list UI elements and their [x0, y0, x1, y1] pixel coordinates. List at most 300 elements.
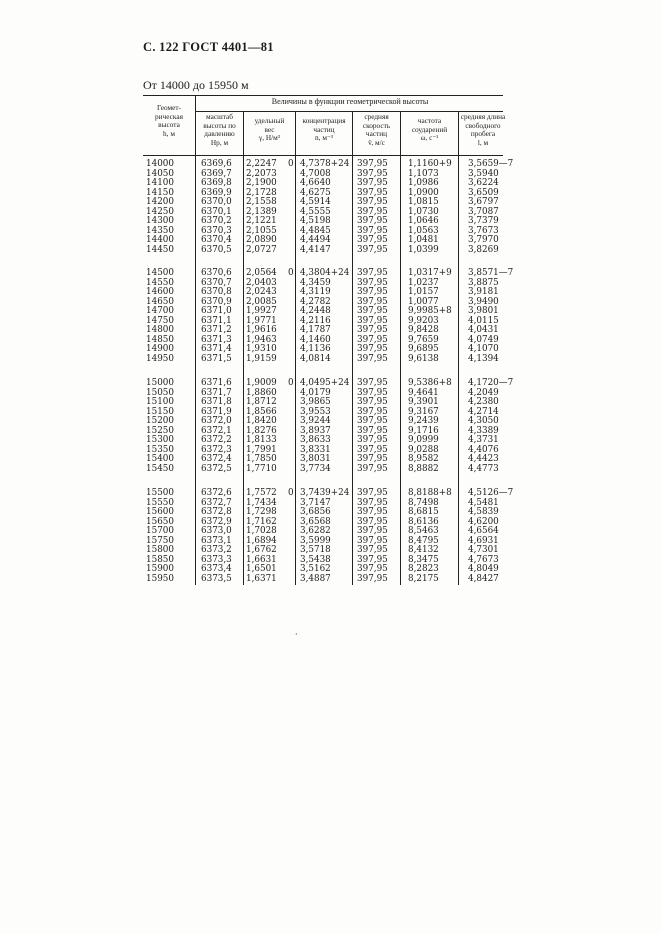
- cell-hp: 6372,2: [201, 435, 232, 446]
- cell-h: 14350: [146, 225, 174, 236]
- cell-l: 4,7301: [468, 545, 499, 556]
- cell-v: 397,95: [357, 387, 388, 398]
- cell-v: 397,95: [357, 516, 388, 527]
- cell-omega: 1,1073: [408, 168, 439, 179]
- cell-gamma: 1,6894: [246, 535, 277, 546]
- cell-n: 3,7439+24: [300, 488, 350, 498]
- cell-v: 397,95: [357, 216, 388, 227]
- cell-h: 14950: [146, 353, 174, 364]
- cell-gamma: 2,2073: [246, 168, 277, 179]
- cell-h: 14550: [146, 277, 174, 288]
- cell-omega: 9,7659: [408, 334, 439, 345]
- cell-omega: 8,5463: [408, 526, 439, 537]
- cell-v: 397,95: [357, 206, 388, 217]
- cell-omega: 1,1160+9: [408, 159, 452, 169]
- cell-h: 15350: [146, 444, 174, 455]
- cell-l: 3,5659—7: [468, 159, 514, 169]
- cell-n: 4,2782: [300, 296, 331, 307]
- cell-h: 15400: [146, 454, 174, 465]
- cell-hp: 6370,6: [201, 268, 232, 278]
- cell-hp: 6371,1: [201, 315, 232, 326]
- cell-omega: 1,0563: [408, 225, 439, 236]
- exponent-mark: 0: [288, 268, 294, 278]
- cell-hp: 6372,6: [201, 488, 232, 498]
- cell-h: 14100: [146, 178, 174, 189]
- cell-h: 15300: [146, 435, 174, 446]
- cell-v: 397,95: [357, 168, 388, 179]
- cell-hp: 6373,1: [201, 535, 232, 546]
- cell-gamma: 1,7162: [246, 516, 277, 527]
- cell-n: 4,1787: [300, 325, 331, 336]
- cell-hp: 6373,2: [201, 545, 232, 556]
- cell-gamma: 1,6501: [246, 564, 277, 575]
- cell-l: 4,2049: [468, 387, 499, 398]
- cell-v: 397,95: [357, 406, 388, 417]
- cell-gamma: 2,1558: [246, 197, 277, 208]
- cell-n: 3,8331: [300, 444, 331, 455]
- cell-hp: 6372,7: [201, 497, 232, 508]
- cell-n: 4,0814: [300, 353, 331, 364]
- cell-h: 15950: [146, 573, 174, 584]
- exponent-mark: 0: [288, 159, 294, 169]
- cell-v: 397,95: [357, 325, 388, 336]
- cell-hp: 6373,4: [201, 564, 232, 575]
- group-header: Величины в функции геометрической высоты: [271, 97, 429, 106]
- cell-v: 397,95: [357, 463, 388, 474]
- col-divider: [352, 112, 353, 585]
- cell-hp: 6372,0: [201, 416, 232, 427]
- cell-n: 4,3804+24: [300, 268, 350, 278]
- cell-hp: 6371,2: [201, 325, 232, 336]
- cell-l: 3,7087: [468, 206, 499, 217]
- cell-n: 3,9553: [300, 406, 331, 417]
- cell-omega: 8,2175: [408, 573, 439, 584]
- cell-n: 3,4887: [300, 573, 331, 584]
- cell-hp: 6370,3: [201, 225, 232, 236]
- col-header-hp: масштаб высоты по давлению Hp, м: [203, 112, 236, 147]
- cell-omega: 9,1716: [408, 425, 439, 436]
- cell-v: 397,95: [357, 425, 388, 436]
- cell-omega: 8,7498: [408, 497, 439, 508]
- cell-v: 397,95: [357, 488, 388, 498]
- cell-l: 4,1394: [468, 353, 499, 364]
- cell-gamma: 2,1055: [246, 225, 277, 236]
- cell-gamma: 1,9463: [246, 334, 277, 345]
- cell-v: 397,95: [357, 497, 388, 508]
- cell-gamma: 1,7434: [246, 497, 277, 508]
- cell-l: 4,3731: [468, 435, 499, 446]
- cell-l: 4,6200: [468, 516, 499, 527]
- cell-l: 3,9181: [468, 287, 499, 298]
- cell-gamma: 1,9927: [246, 306, 277, 317]
- cell-v: 397,95: [357, 353, 388, 364]
- cell-n: 3,6856: [300, 507, 331, 518]
- cell-gamma: 2,1221: [246, 216, 277, 227]
- cell-n: 3,9244: [300, 416, 331, 427]
- cell-hp: 6371,8: [201, 397, 232, 408]
- cell-hp: 6369,6: [201, 159, 232, 169]
- cell-omega: 1,0815: [408, 197, 439, 208]
- cell-h: 15100: [146, 397, 174, 408]
- col-header-gamma: удельный вес γ, Н/м³: [254, 116, 285, 143]
- cell-omega: 9,5386+8: [408, 378, 452, 388]
- cell-hp: 6372,1: [201, 425, 232, 436]
- cell-gamma: 1,9771: [246, 315, 277, 326]
- page-header: С. 122 ГОСТ 4401—81: [143, 40, 274, 54]
- cell-n: 4,0179: [300, 387, 331, 398]
- cell-v: 397,95: [357, 315, 388, 326]
- cell-omega: 9,6138: [408, 353, 439, 364]
- cell-v: 397,95: [357, 454, 388, 465]
- cell-omega: 9,2439: [408, 416, 439, 427]
- cell-l: 4,5126—7: [468, 488, 514, 498]
- cell-l: 4,4773: [468, 463, 499, 474]
- cell-n: 3,8937: [300, 425, 331, 436]
- cell-omega: 8,4795: [408, 535, 439, 546]
- cell-l: 3,8269: [468, 244, 499, 255]
- cell-h: 15050: [146, 387, 174, 398]
- cell-gamma: 2,0564: [246, 268, 277, 278]
- cell-l: 4,4076: [468, 444, 499, 455]
- col-header-v: средняя скорость частиц v̄, м/с: [362, 112, 391, 147]
- cell-h: 14300: [146, 216, 174, 227]
- cell-omega: 8,2823: [408, 564, 439, 575]
- cell-hp: 6370,9: [201, 296, 232, 307]
- col-header-n: концентрация частиц n, м⁻³: [302, 116, 346, 143]
- cell-v: 397,95: [357, 235, 388, 246]
- cell-n: 3,6568: [300, 516, 331, 527]
- cell-omega: 9,4641: [408, 387, 439, 398]
- cell-h: 14450: [146, 244, 174, 255]
- cell-l: 4,8427: [468, 573, 499, 584]
- cell-hp: 6370,7: [201, 277, 232, 288]
- cell-l: 3,6797: [468, 197, 499, 208]
- cell-hp: 6371,4: [201, 344, 232, 355]
- cell-l: 3,8875: [468, 277, 499, 288]
- cell-n: 3,7147: [300, 497, 331, 508]
- cell-hp: 6369,8: [201, 178, 232, 189]
- cell-v: 397,95: [357, 344, 388, 355]
- cell-gamma: 1,8566: [246, 406, 277, 417]
- cell-l: 3,9801: [468, 306, 499, 317]
- cell-l: 4,1070: [468, 344, 499, 355]
- cell-gamma: 2,1900: [246, 178, 277, 189]
- cell-omega: 1,0646: [408, 216, 439, 227]
- cell-h: 14500: [146, 268, 174, 278]
- cell-v: 397,95: [357, 334, 388, 345]
- table-top-rule: [143, 95, 503, 96]
- cell-l: 3,7379: [468, 216, 499, 227]
- table-header-bottom-rule: [143, 155, 503, 156]
- cell-v: 397,95: [357, 244, 388, 255]
- cell-omega: 9,0288: [408, 444, 439, 455]
- cell-n: 4,3459: [300, 277, 331, 288]
- cell-v: 397,95: [357, 187, 388, 198]
- cell-n: 4,3119: [300, 287, 331, 298]
- cell-v: 397,95: [357, 416, 388, 427]
- cell-n: 3,6282: [300, 526, 331, 537]
- col-divider: [195, 95, 196, 585]
- cell-gamma: 2,1389: [246, 206, 277, 217]
- cell-hp: 6372,8: [201, 507, 232, 518]
- cell-hp: 6371,3: [201, 334, 232, 345]
- cell-h: 15200: [146, 416, 174, 427]
- cell-h: 15600: [146, 507, 174, 518]
- cell-h: 15850: [146, 554, 174, 565]
- cell-hp: 6370,8: [201, 287, 232, 298]
- cell-n: 4,4845: [300, 225, 331, 236]
- cell-l: 3,6224: [468, 178, 499, 189]
- cell-hp: 6372,9: [201, 516, 232, 527]
- cell-n: 4,4494: [300, 235, 331, 246]
- cell-omega: 9,9985+8: [408, 306, 452, 317]
- cell-hp: 6370,5: [201, 244, 232, 255]
- cell-omega: 1,0730: [408, 206, 439, 217]
- cell-gamma: 1,6762: [246, 545, 277, 556]
- cell-l: 3,9490: [468, 296, 499, 307]
- cell-v: 397,95: [357, 378, 388, 388]
- cell-h: 14250: [146, 206, 174, 217]
- cell-n: 4,2116: [300, 315, 331, 326]
- exponent-mark: 0: [288, 488, 294, 498]
- cell-omega: 8,8882: [408, 463, 439, 474]
- cell-n: 4,7008: [300, 168, 331, 179]
- cell-gamma: 2,0085: [246, 296, 277, 307]
- cell-n: 3,8031: [300, 454, 331, 465]
- cell-l: 4,6564: [468, 526, 499, 537]
- footer-mark: ·: [295, 630, 298, 639]
- cell-gamma: 1,6371: [246, 573, 277, 584]
- col-header-h: Геомет- рическая высота h, м: [155, 103, 183, 138]
- cell-omega: 1,0481: [408, 235, 439, 246]
- cell-omega: 1,0237: [408, 277, 439, 288]
- cell-hp: 6370,1: [201, 206, 232, 217]
- cell-v: 397,95: [357, 535, 388, 546]
- cell-hp: 6371,7: [201, 387, 232, 398]
- cell-h: 14900: [146, 344, 174, 355]
- cell-gamma: 1,8712: [246, 397, 277, 408]
- cell-n: 3,5438: [300, 554, 331, 565]
- cell-v: 397,95: [357, 526, 388, 537]
- cell-v: 397,95: [357, 507, 388, 518]
- cell-omega: 9,0999: [408, 435, 439, 446]
- cell-gamma: 1,9159: [246, 353, 277, 364]
- cell-l: 3,8571—7: [468, 268, 514, 278]
- cell-h: 15800: [146, 545, 174, 556]
- cell-hp: 6370,4: [201, 235, 232, 246]
- cell-omega: 8,9582: [408, 454, 439, 465]
- cell-omega: 9,3901: [408, 397, 439, 408]
- cell-n: 3,5999: [300, 535, 331, 546]
- cell-hp: 6370,0: [201, 197, 232, 208]
- cell-omega: 8,4132: [408, 545, 439, 556]
- cell-n: 3,8633: [300, 435, 331, 446]
- cell-omega: 9,8428: [408, 325, 439, 336]
- cell-v: 397,95: [357, 225, 388, 236]
- cell-h: 14400: [146, 235, 174, 246]
- cell-gamma: 1,8133: [246, 435, 277, 446]
- cell-omega: 8,6815: [408, 507, 439, 518]
- col-header-omega: частота соударений ω, с⁻¹: [411, 116, 448, 143]
- cell-v: 397,95: [357, 397, 388, 408]
- cell-v: 397,95: [357, 554, 388, 565]
- cell-h: 15500: [146, 488, 174, 498]
- cell-hp: 6371,0: [201, 306, 232, 317]
- cell-gamma: 1,7710: [246, 463, 277, 474]
- cell-hp: 6372,3: [201, 444, 232, 455]
- cell-v: 397,95: [357, 306, 388, 317]
- cell-l: 4,0749: [468, 334, 499, 345]
- cell-hp: 6371,9: [201, 406, 232, 417]
- cell-h: 14000: [146, 159, 174, 169]
- cell-l: 4,0115: [468, 315, 499, 326]
- cell-omega: 8,3475: [408, 554, 439, 565]
- cell-v: 397,95: [357, 159, 388, 169]
- cell-gamma: 2,0890: [246, 235, 277, 246]
- cell-h: 15900: [146, 564, 174, 575]
- cell-n: 4,0495+24: [300, 378, 350, 388]
- cell-l: 3,7970: [468, 235, 499, 246]
- cell-hp: 6370,2: [201, 216, 232, 227]
- col-divider: [295, 112, 296, 585]
- cell-h: 14800: [146, 325, 174, 336]
- cell-gamma: 2,0403: [246, 277, 277, 288]
- cell-omega: 1,0900: [408, 187, 439, 198]
- cell-gamma: 1,9009: [246, 378, 277, 388]
- cell-gamma: 2,2247: [246, 159, 277, 169]
- cell-gamma: 1,6631: [246, 554, 277, 565]
- cell-gamma: 1,7991: [246, 444, 277, 455]
- cell-h: 14700: [146, 306, 174, 317]
- cell-gamma: 1,8276: [246, 425, 277, 436]
- cell-n: 4,5914: [300, 197, 331, 208]
- cell-l: 4,0431: [468, 325, 499, 336]
- cell-v: 397,95: [357, 545, 388, 556]
- cell-v: 397,95: [357, 444, 388, 455]
- cell-n: 4,1136: [300, 344, 331, 355]
- cell-omega: 8,8188+8: [408, 488, 452, 498]
- cell-h: 14750: [146, 315, 174, 326]
- cell-l: 3,7673: [468, 225, 499, 236]
- cell-n: 3,9865: [300, 397, 331, 408]
- cell-omega: 1,0399: [408, 244, 439, 255]
- cell-n: 4,7378+24: [300, 159, 350, 169]
- cell-hp: 6372,4: [201, 454, 232, 465]
- cell-v: 397,95: [357, 435, 388, 446]
- cell-n: 3,5718: [300, 545, 331, 556]
- cell-h: 15450: [146, 463, 174, 474]
- cell-h: 15550: [146, 497, 174, 508]
- cell-l: 4,3389: [468, 425, 499, 436]
- cell-hp: 6372,5: [201, 463, 232, 474]
- cell-hp: 6369,9: [201, 187, 232, 198]
- cell-l: 3,6509: [468, 187, 499, 198]
- cell-l: 4,2380: [468, 397, 499, 408]
- cell-v: 397,95: [357, 197, 388, 208]
- cell-l: 4,6931: [468, 535, 499, 546]
- col-divider: [243, 112, 244, 585]
- cell-gamma: 1,8420: [246, 416, 277, 427]
- cell-n: 4,5198: [300, 216, 331, 227]
- cell-v: 397,95: [357, 564, 388, 575]
- cell-h: 15650: [146, 516, 174, 527]
- cell-hp: 6371,6: [201, 378, 232, 388]
- group-header-rule: [196, 111, 503, 112]
- cell-gamma: 2,0243: [246, 287, 277, 298]
- cell-l: 4,5839: [468, 507, 499, 518]
- cell-h: 15750: [146, 535, 174, 546]
- col-divider: [458, 112, 459, 585]
- cell-hp: 6369,7: [201, 168, 232, 179]
- cell-n: 4,5555: [300, 206, 331, 217]
- col-header-l: средняя длина свободного пробега l, м: [460, 112, 506, 147]
- cell-h: 14600: [146, 287, 174, 298]
- cell-l: 4,1720—7: [468, 378, 514, 388]
- cell-gamma: 1,8860: [246, 387, 277, 398]
- cell-l: 4,3050: [468, 416, 499, 427]
- cell-h: 14200: [146, 197, 174, 208]
- cell-omega: 9,6895: [408, 344, 439, 355]
- cell-gamma: 1,7028: [246, 526, 277, 537]
- cell-l: 4,2714: [468, 406, 499, 417]
- range-title: От 14000 до 15950 м: [143, 78, 249, 92]
- cell-omega: 1,0077: [408, 296, 439, 307]
- cell-v: 397,95: [357, 287, 388, 298]
- cell-omega: 9,3167: [408, 406, 439, 417]
- cell-hp: 6373,0: [201, 526, 232, 537]
- cell-v: 397,95: [357, 296, 388, 307]
- cell-omega: 9,9203: [408, 315, 439, 326]
- cell-n: 4,4147: [300, 244, 331, 255]
- cell-n: 4,2448: [300, 306, 331, 317]
- cell-h: 14650: [146, 296, 174, 307]
- cell-h: 14150: [146, 187, 174, 198]
- cell-gamma: 1,9310: [246, 344, 277, 355]
- cell-v: 397,95: [357, 277, 388, 288]
- cell-gamma: 1,9616: [246, 325, 277, 336]
- cell-hp: 6373,3: [201, 554, 232, 565]
- cell-h: 14050: [146, 168, 174, 179]
- cell-h: 15700: [146, 526, 174, 537]
- cell-gamma: 2,1728: [246, 187, 277, 198]
- cell-v: 397,95: [357, 178, 388, 189]
- cell-l: 4,4423: [468, 454, 499, 465]
- cell-gamma: 1,7572: [246, 488, 277, 498]
- cell-n: 4,6275: [300, 187, 331, 198]
- cell-l: 4,7673: [468, 554, 499, 565]
- cell-omega: 1,0986: [408, 178, 439, 189]
- cell-l: 4,8049: [468, 564, 499, 575]
- cell-omega: 1,0157: [408, 287, 439, 298]
- cell-gamma: 1,7298: [246, 507, 277, 518]
- cell-n: 3,5162: [300, 564, 331, 575]
- cell-v: 397,95: [357, 268, 388, 278]
- cell-h: 15150: [146, 406, 174, 417]
- cell-hp: 6371,5: [201, 353, 232, 364]
- cell-gamma: 2,0727: [246, 244, 277, 255]
- cell-omega: 8,6136: [408, 516, 439, 527]
- cell-hp: 6373,5: [201, 573, 232, 584]
- exponent-mark: 0: [288, 378, 294, 388]
- cell-l: 3,5940: [468, 168, 499, 179]
- cell-omega: 1,0317+9: [408, 268, 452, 278]
- cell-gamma: 1,7850: [246, 454, 277, 465]
- cell-n: 3,7734: [300, 463, 331, 474]
- cell-h: 14850: [146, 334, 174, 345]
- cell-v: 397,95: [357, 573, 388, 584]
- cell-l: 4,5481: [468, 497, 499, 508]
- cell-h: 15250: [146, 425, 174, 436]
